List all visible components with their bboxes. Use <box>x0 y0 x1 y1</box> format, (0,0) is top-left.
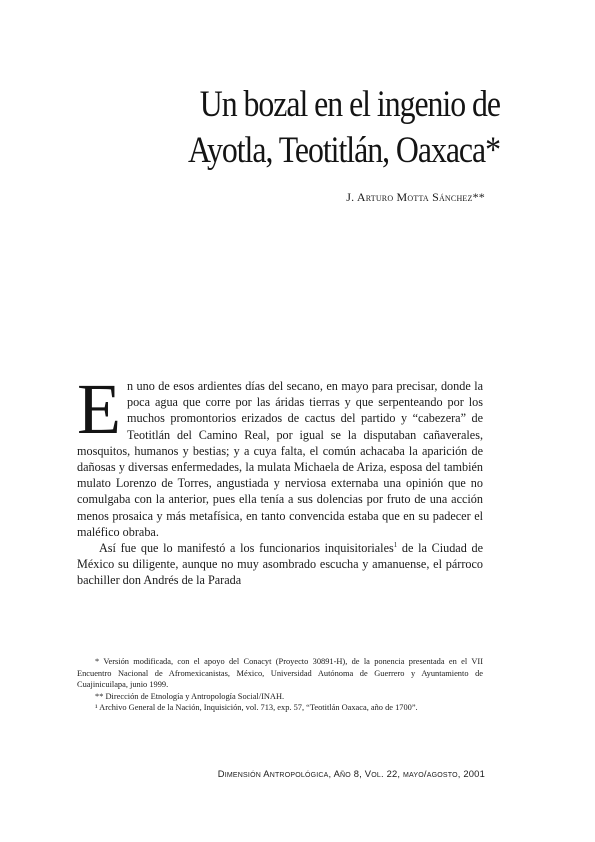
paragraph-2-text-a: Así fue que lo manifestó a los funcionarios inquisitoriales <box>99 541 394 556</box>
footnotes <box>77 656 483 714</box>
footnote-affiliation: ** Dirección de Etnología y Antropología Social/INAH. <box>95 691 285 701</box>
footnote-archive: ¹ Archivo General de la Nación, Inquisición, vol. 713, exp. 57, “Teotitlán Oaxaca, año de 1700”. <box>95 703 418 713</box>
paragraph-2 <box>77 540 483 589</box>
paragraph-1 <box>77 369 483 540</box>
paragraph-1-text: n uno de esos ardientes días del secano, en mayo para precisar, donde la poca agua que corre por las áridas tierras y que serpenteando por los muchos promontorios erizados de cactus del partido y “cabezera” de Teotitlán del Camino Real, por igual se la disputaban cañaverales, mosquitos, humanos y bestias; y a cuya falta, el común achacaba la aparición de dañosas y diversas enfermedades, la mulata Michaela de Ariza, esposa del también mulato Lorenzo de Torres, angustiada y nerviosa externaba una opinión que no comulgaba con la anterior, pues ella tenía a sus dolencias por fruto de una acción menos prosaica y más metafísica, en tanto convencida estaba que en su padecer el maléfico obraba. <box>77 379 483 539</box>
paragraph-2-text-b: de la Ciudad de México su diligente, aunque no muy asombrado escucha y amanuense, el párroco bachiller don Andrés de la Parada <box>77 541 483 588</box>
title-line-2: Ayotla, Teotitlán, Oaxaca* <box>187 130 500 171</box>
footnote-ref-1[interactable]: 1 <box>393 540 398 549</box>
footnote-version: * Versión modificada, con el apoyo del Conacyt (Proyecto 30891-H), de la ponencia presentada en el VII Encuentro Nacional de Afromexicanistas, México, Universidad Autónoma de Guerrero y Ayuntamiento de Cuajinicuilapa, junio 1999. <box>77 657 483 690</box>
drop-cap: E <box>77 369 121 449</box>
article-title <box>147 82 500 174</box>
author-line: J. Arturo Motta Sánchez** <box>346 190 485 204</box>
article-body <box>77 369 483 589</box>
title-line-1: Un bozal en el ingenio de <box>199 84 500 125</box>
running-footer: Dimensión Antropológica, Año 8, Vol. 22, mayo/agosto, 2001 <box>217 768 485 779</box>
